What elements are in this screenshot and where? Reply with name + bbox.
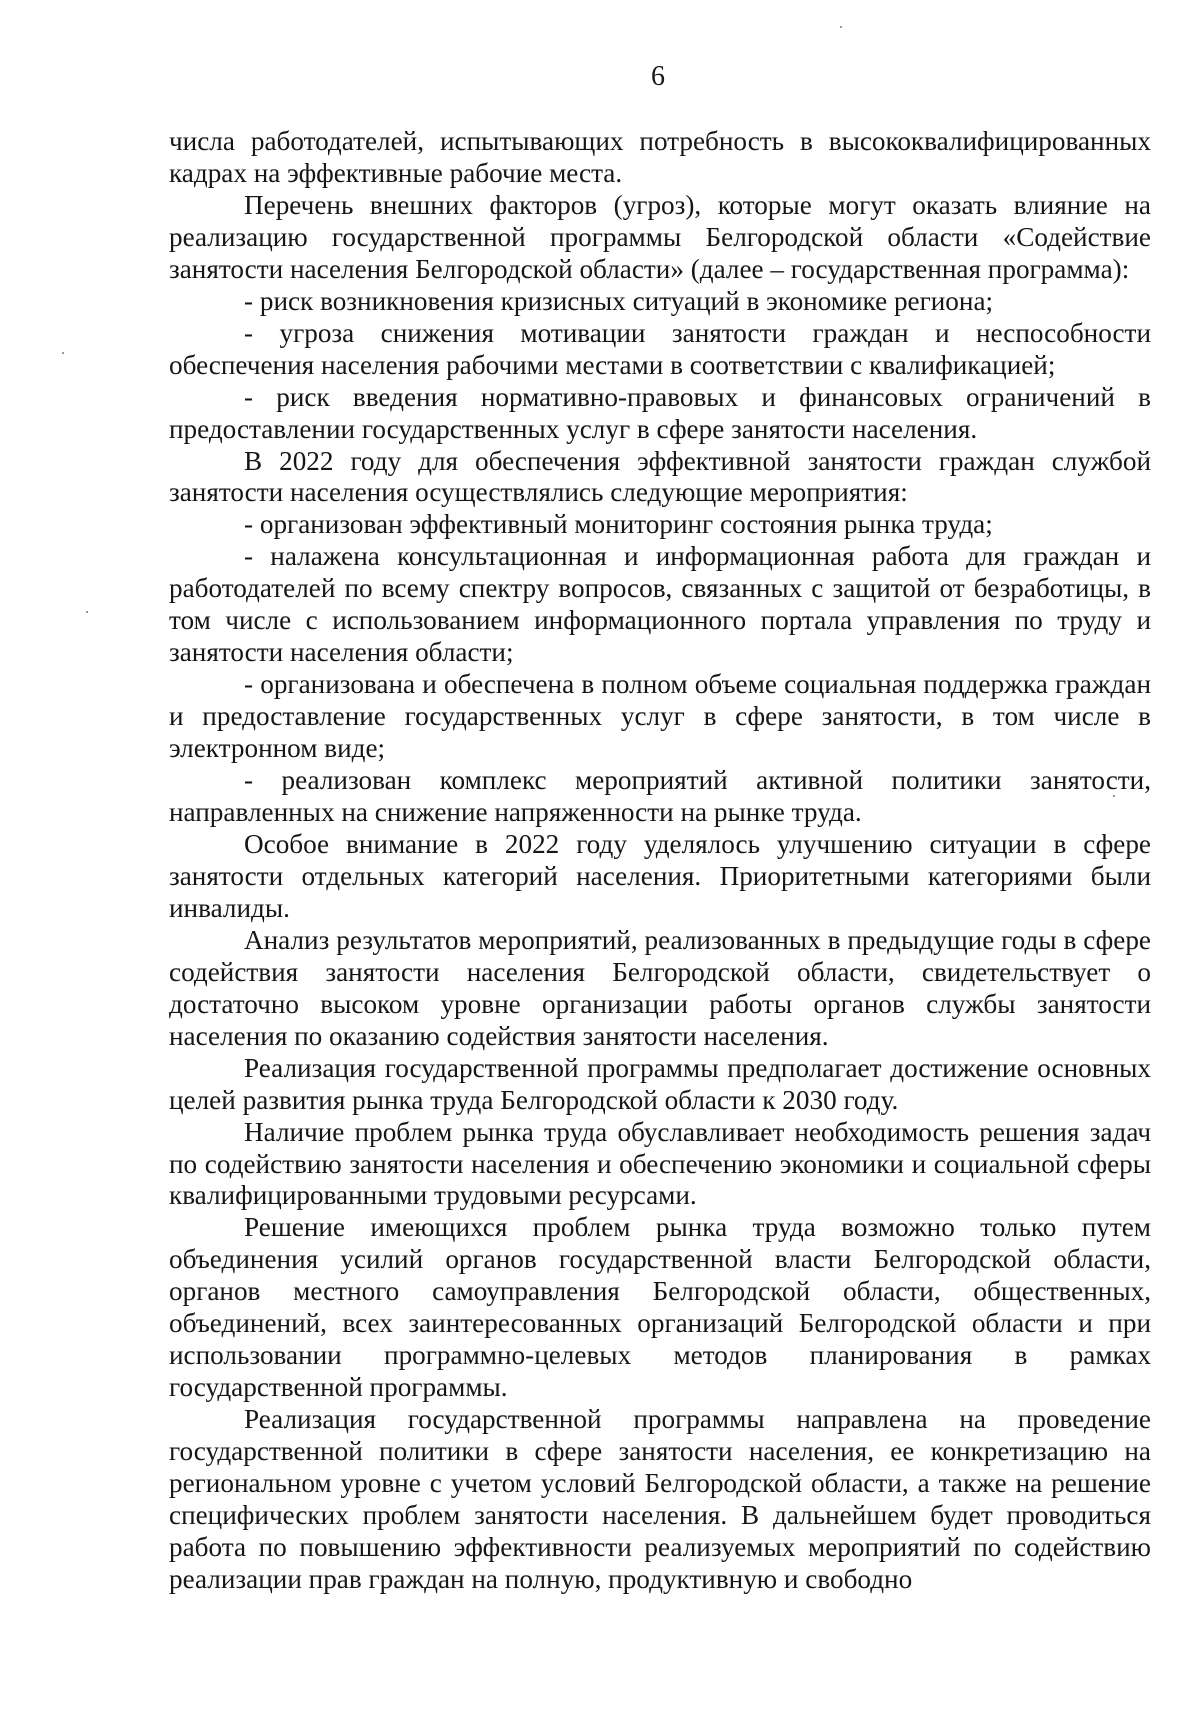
scan-speck: [86, 611, 88, 613]
list-item-measure-monitoring: - организован эффективный мониторинг состояния рынка труда;: [244, 509, 993, 540]
paragraph-analysis: Анализ результатов мероприятий, реализованных в предыдущие годы в сфере содействия занятости населения Белгородской области, свидетельствует о достаточно высоком уровне организации работы органов службы занятости населения по оказанию содействия занятости населения.: [169, 924, 1151, 1051]
scan-speck: [62, 352, 64, 354]
list-item-measure-active-policy: - реализован комплекс мероприятий активной политики занятости, направленных на снижение напряженности на рынке труда.: [169, 765, 1151, 828]
list-item-threat-restrictions: - риск введения нормативно-правовых и финансовых ограничений в предоставлении государственных услуг в сфере занятости населения.: [169, 381, 1151, 444]
list-item-threat-motivation: - угроза снижения мотивации занятости граждан и неспособности обеспечения населения рабочими местами в соответствии с квалификацией;: [169, 317, 1151, 380]
document-body: [169, 126, 1151, 1596]
list-item-threat-crisis: - риск возникновения кризисных ситуаций в экономике региона;: [244, 285, 994, 316]
paragraph-continuation: числа работодателей, испытывающих потребность в высококвалифицированных кадрах на эффективные рабочие места.: [169, 126, 1151, 188]
paragraph-implementation: Реализация государственной программы направлена на проведение государственной политики в сфере занятости населения, ее конкретизацию на региональном уровне с учетом условий Белгородской области, а также на решение специфических проблем занятости населения. В дальнейшем будет проводиться работа по повышению эффективности реализуемых мероприятий по содействию реализации прав граждан на полную, продуктивную и свободно: [169, 1404, 1151, 1594]
scan-speck: [840, 26, 842, 28]
paragraph-threats-intro: Перечень внешних факторов (угроз), которые могут оказать влияние на реализацию государственной программы Белгородской области «Содействие занятости населения Белгородской области» (далее – государственная программа):: [169, 189, 1151, 284]
paragraph-solution: Решение имеющихся проблем рынка труда возможно только путем объединения усилий органов государственной власти Белгородской области, органов местного самоуправления Белгородской области, общественных, объединений, всех заинтересованных организаций Белгородской области и при использовании программно-целевых методов планирования в рамках государственной программы.: [169, 1212, 1151, 1403]
page-number: 6: [651, 61, 665, 92]
paragraph-problems: Наличие проблем рынка труда обуславливает необходимость решения задач по содействию занятости населения и обеспечению экономики и социальной сферы квалифицированными трудовыми ресурсами.: [169, 1116, 1151, 1211]
list-item-measure-social-support: - организована и обеспечена в полном объеме социальная поддержка граждан и предоставление государственных услуг в сфере занятости, в том числе в электронном виде;: [169, 669, 1151, 764]
scan-speck: [1113, 795, 1115, 797]
paragraph-goals-2030: Реализация государственной программы предполагает достижение основных целей развития рынка труда Белгородской области к 2030 году.: [169, 1052, 1151, 1115]
paragraph-measures-2022: В 2022 году для обеспечения эффективной занятости граждан службой занятости населения осуществлялись следующие мероприятия:: [169, 445, 1151, 508]
list-item-measure-consulting: - налажена консультационная и информационная работа для граждан и работодателей по всему спектру вопросов, связанных с защитой от безработицы, в том числе с использованием информационного портала управления по труду и занятости населения области;: [169, 541, 1151, 668]
paragraph-special-attention: Особое внимание в 2022 году уделялось улучшению ситуации в сфере занятости отдельных категорий населения. Приоритетными категориями были инвалиды.: [169, 828, 1151, 923]
